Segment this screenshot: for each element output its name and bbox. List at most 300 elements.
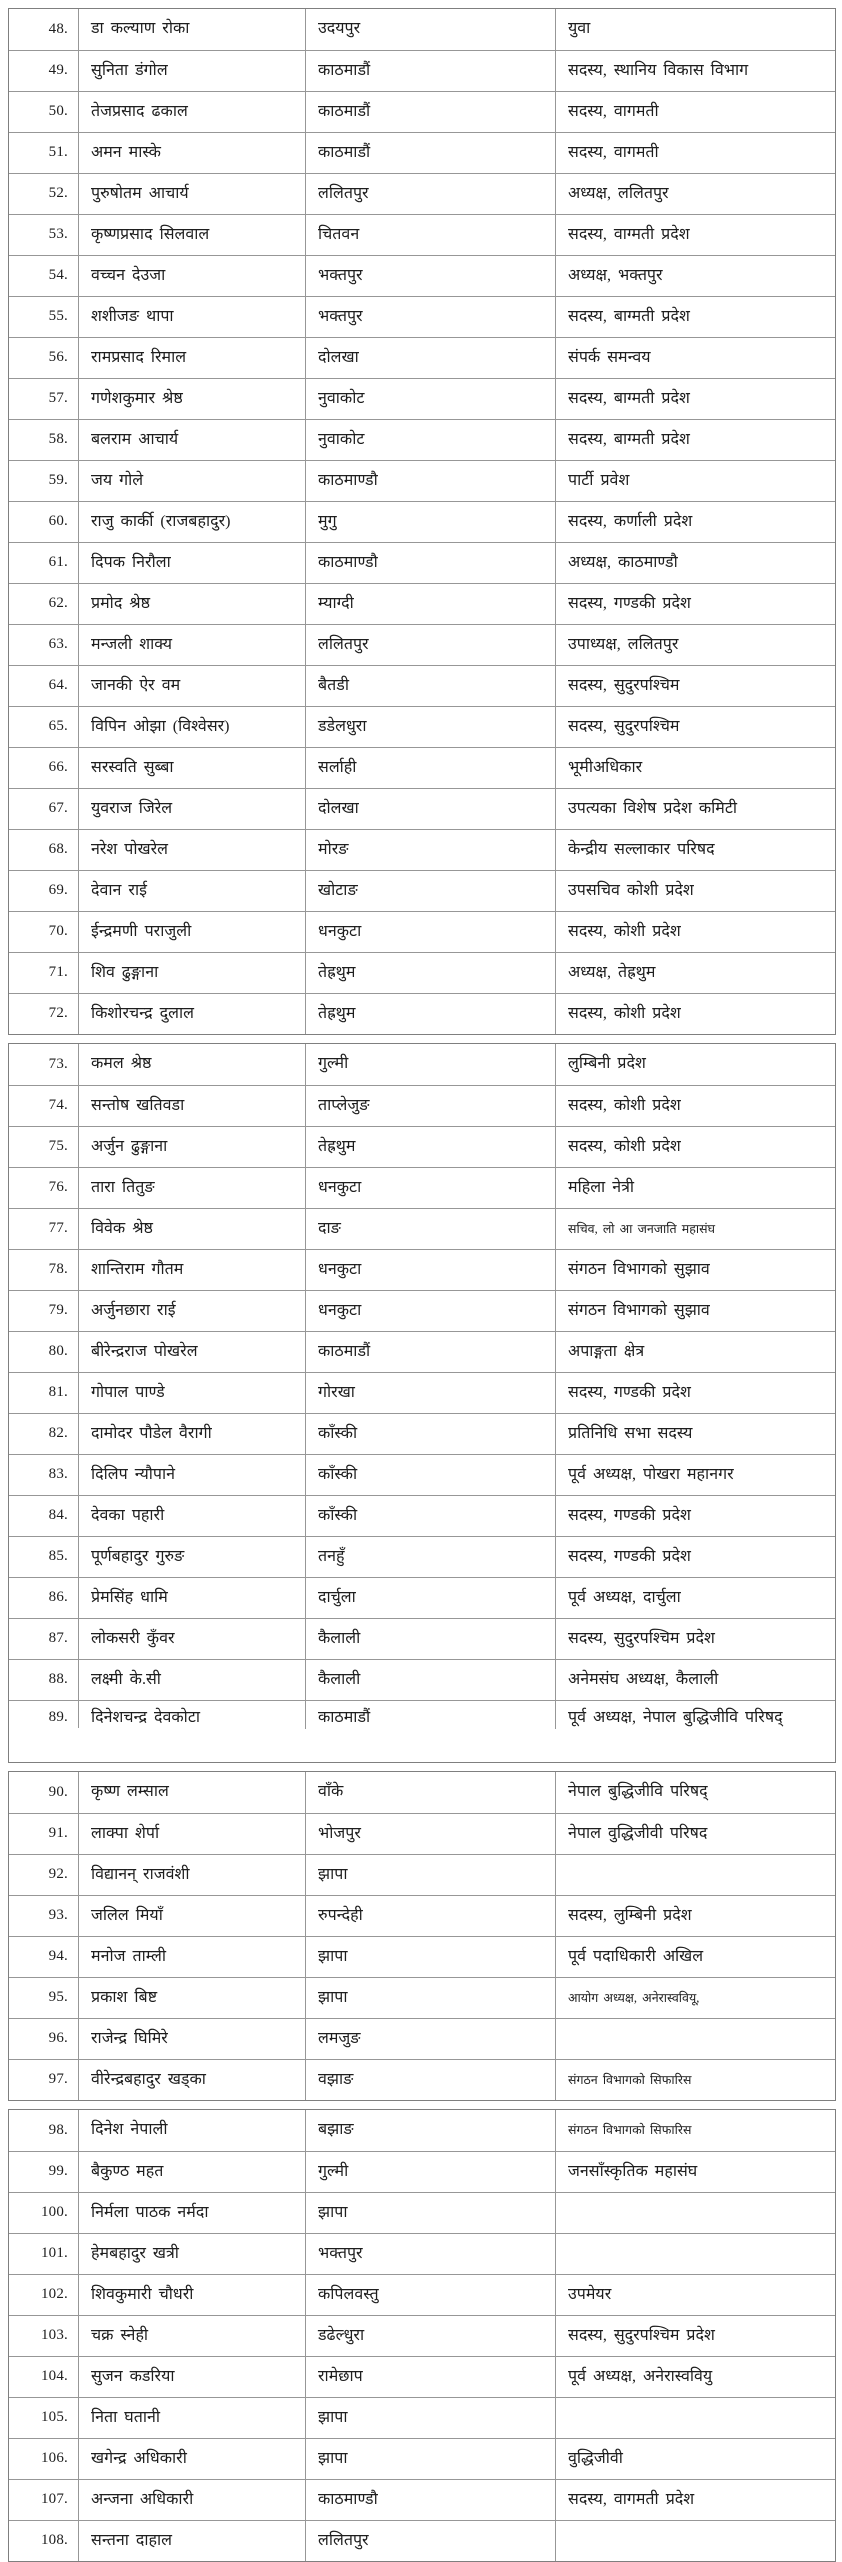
table-row [9,1085,835,1126]
role: नेपाल वुद्धिजीवी परिषद [568,1824,708,1842]
table-row [9,2233,835,2274]
table-row [9,1044,835,1085]
member-name: तारा तितुङ [79,1168,306,1208]
member-name: चक्र स्नेही [79,2316,306,2356]
row-number: 80. [9,1332,79,1372]
role: सदस्य, वागमती प्रदेश [568,2490,695,2508]
row-number: 103. [9,2316,79,2356]
role: संगठन विभागको सुझाव [568,1301,710,1319]
table-row [9,1126,835,1167]
district: नुवाकोट [306,420,556,460]
row-number: 96. [9,2019,79,2059]
table-row [9,1618,835,1659]
row-number: 93. [9,1896,79,1936]
role: पूर्व अध्यक्ष, दार्चुला [568,1588,681,1606]
role: केन्द्रीय सल्लाकार परिषद [568,840,715,858]
row-number: 95. [9,1978,79,2018]
row-number: 59. [9,461,79,501]
district: धनकुटा [306,1168,556,1208]
member-name: दिलिप न्यौपाने [79,1455,306,1495]
member-name: विवेक श्रेष्ठ [79,1209,306,1249]
row-number: 85. [9,1537,79,1577]
table-row [9,911,835,952]
role: सदस्य, वाग्मती प्रदेश [568,225,690,243]
district: बझाङ [306,2110,556,2151]
row-number: 104. [9,2357,79,2397]
role: सदस्य, सुदुरपश्चिम [568,717,680,735]
member-name: प्रेमसिंह धामि [79,1578,306,1618]
row-number: 76. [9,1168,79,1208]
table-row [9,583,835,624]
table-row [9,2274,835,2315]
member-name: जानकी ऐर वम [79,666,306,706]
member-name: गोपाल पाण्डे [79,1373,306,1413]
role: प्रतिनिधि सभा सदस्य [568,1424,693,1442]
table-row [9,2192,835,2233]
member-name: ईन्द्रमणी पराजुली [79,912,306,952]
role: सदस्य, गण्डकी प्रदेश [568,1506,691,1524]
member-name: पूर्णबहादुर गुरुङ [79,1537,306,1577]
table-row [9,173,835,214]
table-row [9,2110,835,2151]
role: सदस्य, बाग्मती प्रदेश [568,389,690,407]
member-name: युवराज जिरेल [79,789,306,829]
district: झापा [306,2193,556,2233]
table-row [9,1208,835,1249]
table-row [9,542,835,583]
member-name: हेमबहादुर खत्री [79,2234,306,2274]
row-number: 61. [9,543,79,583]
district: धनकुटा [306,912,556,952]
table-row [9,91,835,132]
district: सर्लाही [306,748,556,788]
role: उपमेयर [568,2285,612,2303]
district: काठमाण्डौ [306,461,556,501]
district: दाङ [306,1209,556,1249]
member-name: सन्तना दाहाल [79,2521,306,2561]
role: पार्टी प्रवेश [568,471,630,489]
role: पूर्व पदाधिकारी अखिल [568,1947,704,1965]
row-number: 82. [9,1414,79,1454]
role: संगठन विभागको सिफारिस [568,2072,692,2087]
role: लुम्बिनी प्रदेश [568,1055,646,1073]
table-row [9,132,835,173]
role: सदस्य, कोशी प्रदेश [568,1137,681,1155]
member-name: निर्मला पाठक नर्मदा [79,2193,306,2233]
table-row [9,1854,835,1895]
district: धनकुटा [306,1250,556,1290]
district: वाँके [306,1772,556,1813]
member-name: अमन मास्के [79,133,306,173]
row-number: 90. [9,1772,79,1813]
member-name: लाक्पा शेर्पा [79,1814,306,1854]
member-name: बीरेन्द्रराज पोखरेल [79,1332,306,1372]
role: सदस्य, कोशी प्रदेश [568,922,681,940]
district: भक्तपुर [306,297,556,337]
district: रुपन्देही [306,1896,556,1936]
table-row [9,2151,835,2192]
role [556,2398,835,2438]
role: सदस्य, सुदुरपश्चिम प्रदेश [568,1629,715,1647]
table-row [9,2438,835,2479]
district: कपिलवस्तु [306,2275,556,2315]
district: भोजपुर [306,1814,556,1854]
row-number: 75. [9,1127,79,1167]
row-number: 97. [9,2060,79,2100]
table-row [9,2520,835,2561]
district: भक्तपुर [306,256,556,296]
district: म्याग्दी [306,584,556,624]
table-row [9,378,835,419]
member-name: जय गोले [79,461,306,501]
role [556,1855,835,1895]
district: तेह्रथुम [306,1127,556,1167]
district: ललितपुर [306,174,556,214]
table-row [9,9,835,50]
table-row [9,1772,835,1813]
role: उपत्यका विशेष प्रदेश कमिटी [568,799,738,817]
role: अनेमसंघ अध्यक्ष, कैलाली [568,1670,719,1688]
table-row [9,1577,835,1618]
table-row [9,1536,835,1577]
role: सदस्य, कोशी प्रदेश [568,1004,681,1022]
table-row [9,214,835,255]
table-row [9,624,835,665]
table-row [9,706,835,747]
district: धनकुटा [306,1291,556,1331]
table-row [9,2479,835,2520]
row-number: 53. [9,215,79,255]
row-number: 62. [9,584,79,624]
member-name: लक्ष्मी के.सी [79,1660,306,1700]
role [556,2234,835,2274]
member-name: अर्जुन ढुङ्गाना [79,1127,306,1167]
district: काठमाण्डौ [306,2480,556,2520]
district: खोटाङ [306,871,556,911]
row-number: 73. [9,1044,79,1085]
row-number: 102. [9,2275,79,2315]
district: ललितपुर [306,625,556,665]
member-name: राजु कार्की (राजबहादुर) [79,502,306,542]
district: झापा [306,2398,556,2438]
row-number: 81. [9,1373,79,1413]
member-name: गणेशकुमार श्रेष्ठ [79,379,306,419]
table-row [9,2315,835,2356]
role [556,2521,835,2561]
member-name: अन्जना अधिकारी [79,2480,306,2520]
district: काठमाडौं [306,1332,556,1372]
member-name: नरेश पोखरेल [79,830,306,870]
row-number: 68. [9,830,79,870]
member-name: देवान राई [79,871,306,911]
row-number: 101. [9,2234,79,2274]
member-name: तेजप्रसाद ढकाल [79,92,306,132]
role: पूर्व अध्यक्ष, पोखरा महानगर [568,1465,734,1483]
district: काठमाडौं [306,133,556,173]
role: सदस्य, बाग्मती प्रदेश [568,307,690,325]
district: काठमाण्डौ [306,543,556,583]
member-name: शान्तिराम गौतम [79,1250,306,1290]
row-number: 98. [9,2110,79,2151]
member-name: प्रकाश बिष्ट [79,1978,306,2018]
member-name: जलिल मियाँ [79,1896,306,1936]
district: तनहुँ [306,1537,556,1577]
district: कैलाली [306,1660,556,1700]
row-number: 91. [9,1814,79,1854]
district: काँस्की [306,1414,556,1454]
table-row [9,501,835,542]
table-section-1 [8,8,836,1035]
member-name: निता घतानी [79,2398,306,2438]
row-number: 86. [9,1578,79,1618]
row-number: 65. [9,707,79,747]
member-name: मन्जली शाक्य [79,625,306,665]
district: गुल्मी [306,1044,556,1085]
member-name: वच्चन देउजा [79,256,306,296]
role: उपाध्यक्ष, ललितपुर [568,635,679,653]
table-row [9,2018,835,2059]
member-name: बलराम आचार्य [79,420,306,460]
member-name: बैकुण्ठ महत [79,2152,306,2192]
member-name: अर्जुनछारा राई [79,1291,306,1331]
row-number: 63. [9,625,79,665]
role: सदस्य, गण्डकी प्रदेश [568,594,691,612]
district: ललितपुर [306,2521,556,2561]
member-name: प्रमोद श्रेष्ठ [79,584,306,624]
district: नुवाकोट [306,379,556,419]
district: काठमाडौं [306,51,556,91]
row-number: 51. [9,133,79,173]
district: डढेल्धुरा [306,2316,556,2356]
role: अध्यक्ष, काठमाण्डौ [568,553,678,571]
district: झापा [306,1978,556,2018]
role: सदस्य, कोशी प्रदेश [568,1096,681,1114]
district: झापा [306,2439,556,2479]
member-name: दिपक निरौला [79,543,306,583]
table-row [9,337,835,378]
role: महिला नेत्री [568,1178,635,1196]
table-row [9,50,835,91]
role: संगठन विभागको सिफारिस [568,2123,692,2138]
member-name: रामप्रसाद रिमाल [79,338,306,378]
role: अध्यक्ष, ललितपुर [568,184,669,202]
table-row [9,993,835,1034]
district: मोरङ [306,830,556,870]
member-name: सन्तोष खतिवडा [79,1086,306,1126]
table-row [9,1895,835,1936]
table-row [9,1813,835,1854]
table-row [9,1331,835,1372]
role: जनसाँस्कृतिक महासंघ [568,2162,698,2180]
member-name: सुजन कडरिया [79,2357,306,2397]
member-name: शिवकुमारी चौधरी [79,2275,306,2315]
row-number: 94. [9,1937,79,1977]
table-row [9,255,835,296]
role: नेपाल बुद्धिजीवि परिषद् [568,1783,708,1801]
district: तेह्रथुम [306,953,556,993]
row-number: 72. [9,994,79,1034]
table-row [9,665,835,706]
district: काँस्की [306,1455,556,1495]
table-row [9,870,835,911]
role: पूर्व अध्यक्ष, नेपाल बुद्धिजीवि परिषद् [568,1709,783,1726]
role: सदस्य, सुदुरपश्चिम प्रदेश [568,2326,715,2344]
district: काठमाडौं [306,92,556,132]
row-number: 74. [9,1086,79,1126]
member-name: राजेन्द्र घिमिरे [79,2019,306,2059]
row-number: 79. [9,1291,79,1331]
member-name: दिनेशचन्द्र देवकोटा [79,1701,306,1729]
role: सदस्य, स्थानिय विकास विभाग [568,61,749,79]
role: संपर्क समन्वय [568,348,651,366]
member-name: किशोरचन्द्र दुलाल [79,994,306,1034]
table-row [9,952,835,993]
row-number: 92. [9,1855,79,1895]
row-number: 49. [9,51,79,91]
district: उदयपुर [306,9,556,50]
row-number: 99. [9,2152,79,2192]
table-row [9,1977,835,2018]
table-row [9,1249,835,1290]
table-row [9,296,835,337]
district: ताप्लेजुङ [306,1086,556,1126]
row-number: 89. [9,1701,79,1728]
table-row [9,1167,835,1208]
row-number: 84. [9,1496,79,1536]
row-number: 88. [9,1660,79,1700]
row-number: 87. [9,1619,79,1659]
district: बैतडी [306,666,556,706]
role: अध्यक्ष, तेह्रथुम [568,963,656,981]
member-name: पुरुषोतम आचार्य [79,174,306,214]
district: गुल्मी [306,2152,556,2192]
row-number: 70. [9,912,79,952]
district: डडेलधुरा [306,707,556,747]
table-row [9,1495,835,1536]
role: पूर्व अध्यक्ष, अनेरास्ववियु [568,2367,713,2385]
row-number: 58. [9,420,79,460]
role: युवा [568,20,591,38]
table-row [9,419,835,460]
role: वुद्धिजीवी [568,2449,623,2467]
member-name: शिव ढुङ्गाना [79,953,306,993]
row-number: 56. [9,338,79,378]
role: सदस्य, सुदुरपश्चिम [568,676,680,694]
role: सदस्य, गण्डकी प्रदेश [568,1383,691,1401]
table-row [9,1290,835,1331]
role [556,2193,835,2233]
role: सदस्य, बाग्मती प्रदेश [568,430,690,448]
row-number: 64. [9,666,79,706]
table-row [9,2059,835,2100]
table-row [9,1454,835,1495]
row-number: 67. [9,789,79,829]
table-section-2 [8,1043,836,1763]
table-row [9,1936,835,1977]
member-name: सुनिता डंगोल [79,51,306,91]
row-number: 71. [9,953,79,993]
table-row [9,829,835,870]
member-name: विद्यानन् राजवंशी [79,1855,306,1895]
district: भक्तपुर [306,2234,556,2274]
row-number: 108. [9,2521,79,2561]
role: संगठन विभागको सुझाव [568,1260,710,1278]
table-row [9,2397,835,2438]
member-name: शशीजङ थापा [79,297,306,337]
row-number: 106. [9,2439,79,2479]
table-row [9,1413,835,1454]
role: भूमीअधिकार [568,758,643,776]
table-row [9,1700,835,1762]
table-row [9,460,835,501]
district: दोलखा [306,338,556,378]
role: आयोग अध्यक्ष, अनेरास्ववियू, [568,1990,700,2005]
table-row [9,1659,835,1700]
table-row [9,2356,835,2397]
member-name: दामोदर पौडेल वैरागी [79,1414,306,1454]
member-name: विपिन ओझा (विश्वेसर) [79,707,306,747]
member-name: कृष्ण लम्साल [79,1772,306,1813]
row-number: 55. [9,297,79,337]
table-section-4 [8,2109,836,2562]
district: लमजुङ [306,2019,556,2059]
row-number: 83. [9,1455,79,1495]
row-number: 107. [9,2480,79,2520]
member-name: मनोज ताम्ली [79,1937,306,1977]
role: सदस्य, लुम्बिनी प्रदेश [568,1906,692,1924]
row-number: 69. [9,871,79,911]
district: वझाङ [306,2060,556,2100]
district: तेह्रथुम [306,994,556,1034]
district: झापा [306,1937,556,1977]
row-number: 66. [9,748,79,788]
district: काठमाडौं [306,1701,556,1729]
district: काँस्की [306,1496,556,1536]
role: अपाङ्गता क्षेत्र [568,1342,645,1360]
role: सदस्य, कर्णाली प्रदेश [568,512,693,530]
district: चितवन [306,215,556,255]
table-row [9,788,835,829]
row-number: 105. [9,2398,79,2438]
district: झापा [306,1855,556,1895]
member-name: डा कल्याण रोका [79,9,306,50]
member-name: दिनेश नेपाली [79,2110,306,2151]
district: कैलाली [306,1619,556,1659]
district: दार्चुला [306,1578,556,1618]
table-row [9,747,835,788]
table-section-3 [8,1771,836,2101]
row-number: 78. [9,1250,79,1290]
row-number: 50. [9,92,79,132]
district: मुगु [306,502,556,542]
role: सदस्य, वागमती [568,102,659,120]
role: अध्यक्ष, भक्तपुर [568,266,663,284]
row-number: 57. [9,379,79,419]
member-name: सरस्वति सुब्बा [79,748,306,788]
row-number: 52. [9,174,79,214]
role: सदस्य, वागमती [568,143,659,161]
district: गोरखा [306,1373,556,1413]
row-number: 54. [9,256,79,296]
row-number: 60. [9,502,79,542]
role [556,2019,835,2059]
member-name: कृष्णप्रसाद सिलवाल [79,215,306,255]
district: रामेछाप [306,2357,556,2397]
member-name: वीरेन्द्रबहादुर खड्का [79,2060,306,2100]
table-row [9,1372,835,1413]
member-name: खगेन्द्र अधिकारी [79,2439,306,2479]
row-number: 48. [9,9,79,50]
